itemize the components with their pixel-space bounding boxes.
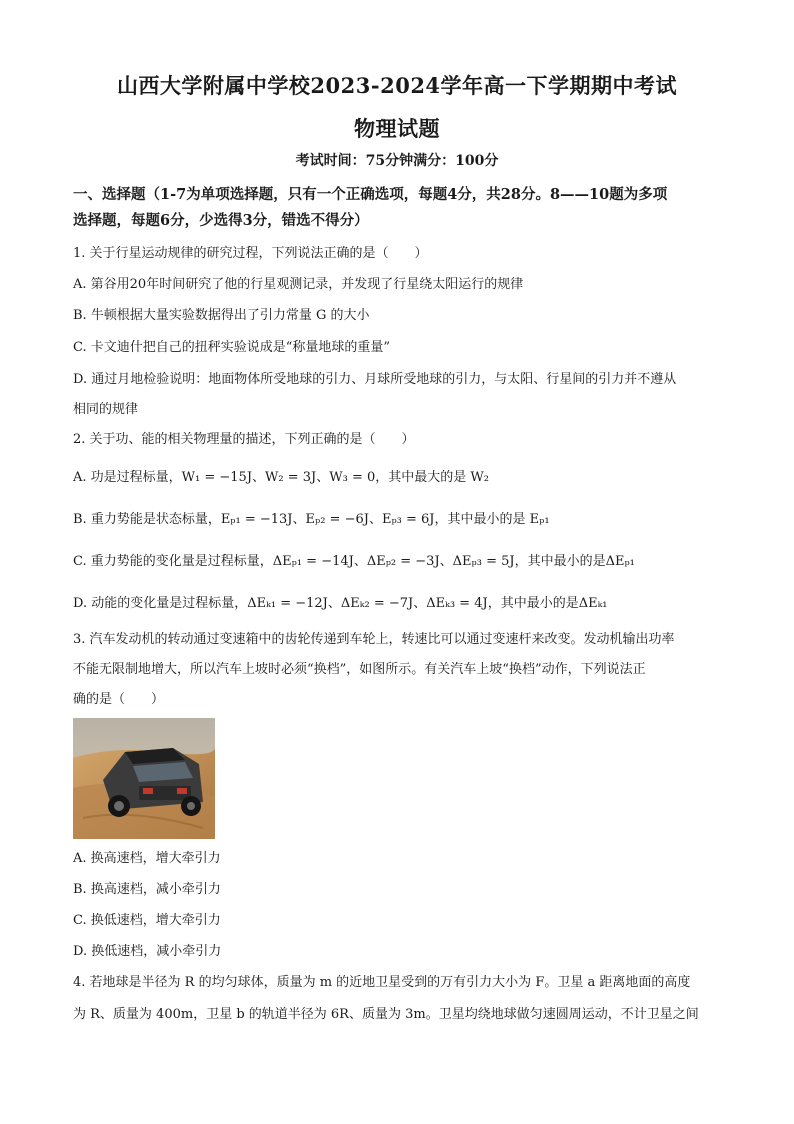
q4-stem-line2: 为 R、质量为 400m，卫星 b 的轨道半径为 6R、质量为 3m。卫星均绕地球做匀速圆周运动，不计卫星之间 xyxy=(73,1007,699,1022)
q1-option-d-line1: D. 通过月地检验说明：地面物体所受地球的引力、月球所受地球的引力，与太阳、行星间的引力并不遵从 xyxy=(73,372,677,387)
suv-climbing-sand-photo xyxy=(73,718,215,839)
q3-option-d: D. 换低速档，减小牵引力 xyxy=(73,944,222,959)
q3-option-b: B. 换高速档，减小牵引力 xyxy=(73,882,221,897)
q2-option-b: B. 重力势能是状态标量，Eₚ₁ = −13J、Eₚ₂ = −6J、Eₚ₃ = 6J，其中最小的是 Eₚ₁ xyxy=(73,512,550,527)
q1-stem: 1. 关于行星运动规律的研究过程，下列说法正确的是（ ） xyxy=(73,246,428,261)
q1-option-c: C. 卡文迪什把自己的扭秤实验说成是“称量地球的重量” xyxy=(73,340,391,355)
q2-stem: 2. 关于功、能的相关物理量的描述，下列正确的是（ ） xyxy=(73,432,415,447)
section-heading-line1: 一、选择题（1-7为单项选择题，只有一个正确选项，每题4分，共28分。8——10题为多项 xyxy=(73,186,668,203)
q1-option-b: B. 牛顿根据大量实验数据得出了引力常量 G 的大小 xyxy=(73,308,370,323)
section-heading-line2: 选择题，每题6分，少选得3分，错选不得分） xyxy=(73,212,369,229)
q2-option-d: D. 动能的变化量是过程标量，ΔEₖ₁ = −12J、ΔEₖ₂ = −7J、ΔEₖ₃ = 4J，其中最小的是ΔEₖ₁ xyxy=(73,596,608,611)
q2-option-a: A. 功是过程标量，W₁ = −15J、W₂ = 3J、W₃ = 0，其中最大的是 W₂ xyxy=(73,470,489,485)
q3-stem-line2: 不能无限制地增大，所以汽车上坡时必须“换档”，如图所示。有关汽车上坡“换档”动作，下列说法正 xyxy=(73,662,646,677)
q3-stem-line3: 确的是（ ） xyxy=(73,692,165,707)
q1-option-a: A. 第谷用20年时间研究了他的行星观测记录，并发现了行星绕太阳运行的规律 xyxy=(73,277,524,292)
q3-option-c: C. 换低速档，增大牵引力 xyxy=(73,913,221,928)
q1-option-d-line2: 相同的规律 xyxy=(73,402,139,417)
q4-stem-line1: 4. 若地球是半径为 R 的均匀球体，质量为 m 的近地卫星受到的万有引力大小为 F。卫星 a 距离地面的高度 xyxy=(73,975,691,990)
q3-stem-line1: 3. 汽车发动机的转动通过变速箱中的齿轮传递到车轮上，转速比可以通过变速杆来改变。发动机输出功率 xyxy=(73,632,675,647)
photo-illustration xyxy=(73,718,215,839)
q2-option-c: C. 重力势能的变化量是过程标量，ΔEₚ₁ = −14J、ΔEₚ₂ = −3J、ΔEₚ₃ = 5J，其中最小的是ΔEₚ₁ xyxy=(73,554,635,569)
q3-option-a: A. 换高速档，增大牵引力 xyxy=(73,851,221,866)
exam-title: 山西大学附属中学校2023-2024学年高一下学期期中考试 xyxy=(116,73,678,98)
exam-info: 考试时间：75分钟满分：100分 xyxy=(295,153,499,169)
subject-title: 物理试题 xyxy=(354,116,440,141)
